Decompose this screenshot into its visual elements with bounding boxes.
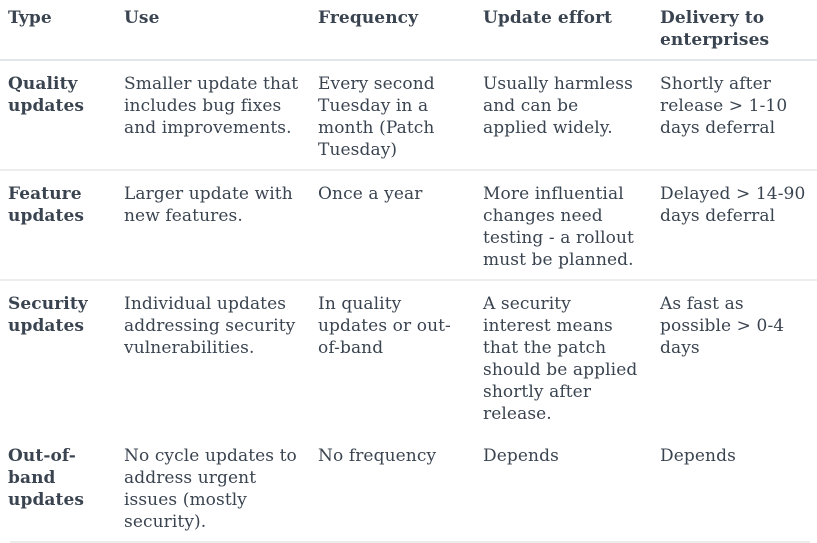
cell-delivery: Depends [660,446,736,466]
table-row-out-of-band-updates [0,433,817,541]
cell-update-effort: Usually harmless and can be applied widely. [483,74,633,138]
cell-use: No cycle updates to address urgent issues (mostly security). [124,446,297,532]
cell-type: Security updates [8,294,88,336]
cell-type: Out-of-band updates [8,446,85,510]
cell-delivery: Shortly after release > 1-10 days deferral [660,74,788,138]
cell-type: Quality updates [8,74,85,116]
cell-delivery: Delayed > 14-90 days deferral [660,184,806,226]
cell-use: Larger update with new features. [124,184,293,226]
cell-type: Feature updates [8,184,85,226]
cell-update-effort: More influential changes need testing - a rollout must be planned. [483,184,634,270]
column-header-delivery: Delivery to enterprises [660,8,770,50]
column-header-update-effort: Update effort [483,8,613,28]
column-header-use: Use [124,8,160,28]
cell-delivery: As fast as possible > 0-4 days [660,294,785,358]
cell-frequency: No frequency [318,446,437,466]
cell-use: Smaller update that includes bug fixes and improvements. [124,74,299,138]
cell-update-effort: A security interest means that the patch should be applied shortly after release. [483,294,638,424]
table-row-security-updates [0,279,817,433]
table-row-feature-updates [0,169,817,279]
table-row-quality-updates [0,61,817,169]
cell-frequency: Every second Tuesday in a month (Patch Tuesday) [318,74,435,160]
table-header-row [0,0,817,61]
cell-frequency: Once a year [318,184,423,204]
cell-use: Individual updates addressing security vulnerabilities. [124,294,296,358]
cell-update-effort: Depends [483,446,559,466]
cell-frequency: In quality updates or out-of-band [318,294,451,358]
column-header-frequency: Frequency [318,8,419,28]
column-header-type: Type [8,8,52,28]
